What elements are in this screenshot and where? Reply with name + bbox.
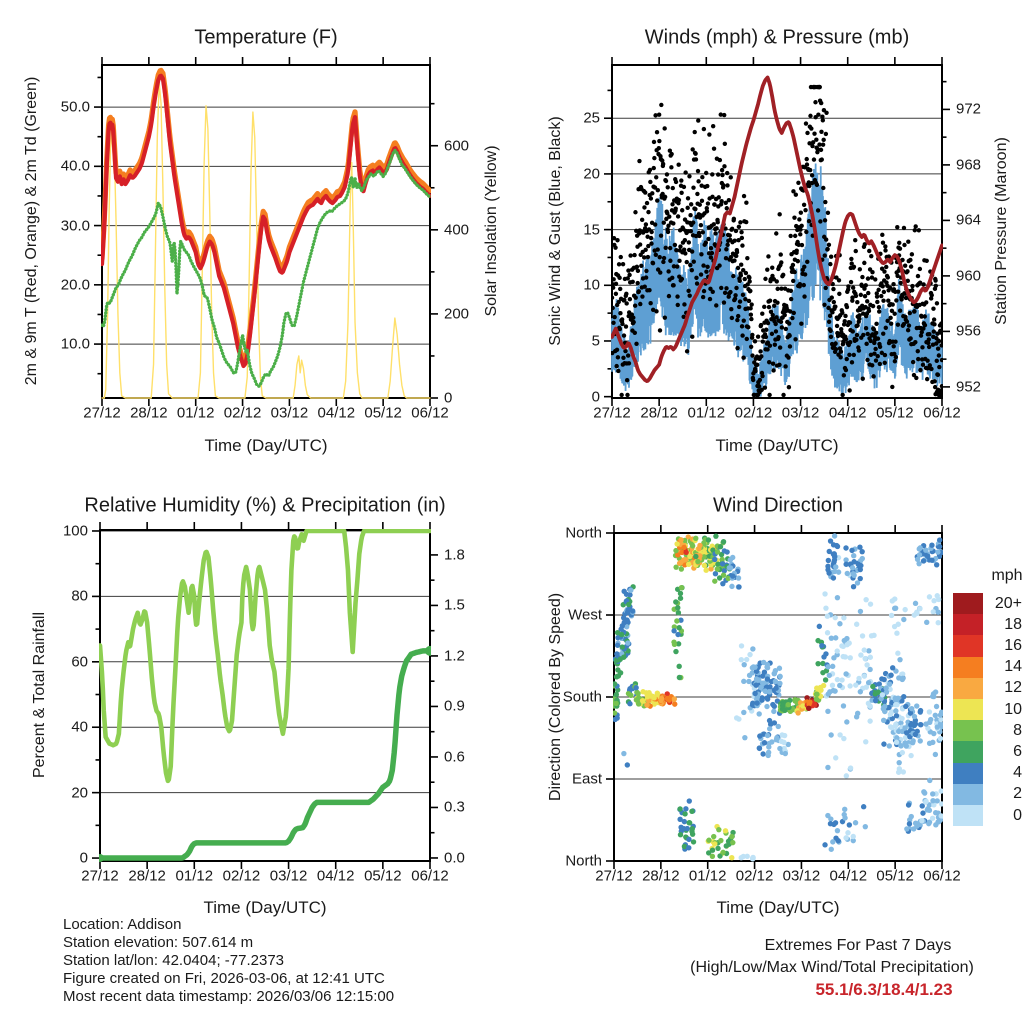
y-tick-right-winds: 956 (956, 322, 982, 340)
y-tick-left-winds: 5 (591, 332, 600, 350)
colorbar-label-2: 2 (1013, 785, 1022, 803)
x-tick-humidity: 03/12 (269, 867, 308, 885)
colorbar-swatch-14 (953, 657, 983, 678)
x-tick-wind_direction: 02/12 (735, 867, 774, 885)
y-tick-left-winds: 15 (583, 221, 600, 239)
y-tick-left-wind_direction: North (565, 852, 602, 870)
x-tick-temperature: 05/12 (364, 404, 402, 422)
colorbar-label-6: 6 (1013, 743, 1022, 760)
extremes-subtitle: (High/Low/Max Wind/Total Precipitation) (690, 959, 974, 976)
x-tick-humidity: 28/12 (128, 867, 166, 885)
x-tick-winds: 02/12 (734, 404, 773, 422)
x-tick-wind_direction: 01/12 (688, 867, 727, 885)
station-elevation: Station elevation: 507.614 m (63, 934, 254, 951)
y-tick-right-humidity: 1.8 (444, 546, 465, 564)
x-tick-humidity: 01/12 (175, 867, 214, 885)
yaxis-label-solar-right: Solar Insolation (Yellow) (483, 145, 500, 317)
x-tick-wind_direction: 06/12 (923, 867, 961, 885)
colorbar-swatch-4 (953, 763, 983, 784)
colorbar-label-16: 16 (1004, 637, 1022, 654)
y-tick-right-humidity: 0.3 (444, 798, 465, 816)
x-tick-winds: 28/12 (640, 404, 678, 422)
y-tick-left-wind_direction: North (565, 524, 602, 542)
y-tick-right-humidity: 1.5 (444, 596, 465, 614)
panel-title-humidity: Relative Humidity (%) & Precipitation (in) (84, 494, 446, 517)
x-tick-humidity: 04/12 (316, 867, 355, 885)
panel-title-winds: Winds (mph) & Pressure (mb) (644, 26, 910, 49)
y-tick-right-winds: 964 (956, 211, 982, 229)
y-tick-right-temperature: 400 (444, 221, 470, 239)
y-tick-right-humidity: 0.0 (444, 849, 465, 867)
colorbar-swatch-8 (953, 720, 983, 741)
colorbar-swatch-10 (953, 699, 983, 720)
xaxis-label-wind-direction: Time (Day/UTC) (716, 898, 840, 917)
x-tick-temperature: 27/12 (83, 404, 121, 422)
y-tick-left-temperature: 30.0 (60, 217, 90, 235)
y-tick-left-wind_direction: South (562, 688, 602, 706)
x-tick-temperature: 28/12 (130, 404, 168, 422)
yaxis-label-temperature-left: 2m & 9m T (Red, Orange) & 2m Td (Green) (23, 76, 40, 386)
colorbar-swatch-6 (953, 741, 983, 762)
y-tick-right-humidity: 0.6 (444, 748, 465, 766)
x-tick-wind_direction: 05/12 (876, 867, 914, 885)
yaxis-label-direction-left: Direction (Colored By Speed) (547, 592, 564, 802)
y-tick-right-temperature: 600 (444, 137, 470, 155)
x-tick-humidity: 06/12 (411, 867, 449, 885)
extremes-title: Extremes For Past 7 Days (764, 937, 952, 954)
y-tick-left-humidity: 100 (62, 522, 88, 540)
x-tick-winds: 04/12 (828, 404, 867, 422)
y-tick-left-humidity: 80 (71, 587, 88, 605)
y-tick-left-temperature: 10.0 (60, 335, 90, 353)
y-tick-right-temperature: 0 (444, 389, 453, 407)
xaxis-label-winds: Time (Day/UTC) (715, 436, 839, 455)
yaxis-label-pressure-right: Station Pressure (Maroon) (993, 137, 1010, 325)
x-tick-temperature: 01/12 (176, 404, 215, 422)
colorbar-swatch-0 (953, 805, 983, 826)
x-tick-wind_direction: 27/12 (595, 867, 633, 885)
x-tick-wind_direction: 04/12 (829, 867, 868, 885)
y-tick-left-temperature: 20.0 (60, 276, 90, 294)
figure-created: Figure created on Fri, 2026-03-06, at 12:41 UTC (63, 970, 385, 987)
x-tick-temperature: 03/12 (270, 404, 309, 422)
y-tick-right-winds: 960 (956, 267, 982, 285)
x-tick-winds: 06/12 (923, 404, 961, 422)
x-tick-temperature: 04/12 (317, 404, 356, 422)
colorbar-label-4: 4 (1013, 764, 1022, 782)
yaxis-label-wind-left: Sonic Wind & Gust (Blue, Black) (547, 116, 564, 346)
colorbar-label-0: 0 (1013, 806, 1022, 824)
panel-title-temperature: Temperature (F) (194, 26, 338, 49)
y-tick-left-humidity: 20 (71, 784, 88, 802)
colorbar-label-20+: 20+ (994, 594, 1022, 612)
y-tick-right-winds: 968 (956, 156, 982, 174)
colorbar-swatch-20+ (953, 593, 983, 614)
x-tick-wind_direction: 03/12 (782, 867, 821, 885)
extremes-values: 55.1/6.3/18.4/1.23 (815, 980, 953, 999)
y-tick-left-winds: 25 (583, 109, 600, 127)
y-tick-left-winds: 0 (591, 388, 600, 406)
y-tick-right-humidity: 0.9 (444, 697, 465, 715)
y-tick-left-temperature: 40.0 (60, 157, 90, 175)
x-tick-winds: 01/12 (687, 404, 726, 422)
x-tick-humidity: 27/12 (81, 867, 119, 885)
colorbar-swatch-2 (953, 784, 983, 805)
x-tick-temperature: 06/12 (411, 404, 449, 422)
colorbar-title: mph (991, 567, 1023, 584)
y-tick-right-temperature: 200 (444, 305, 470, 323)
y-tick-left-humidity: 40 (71, 718, 88, 736)
x-tick-temperature: 02/12 (223, 404, 262, 422)
colorbar-label-10: 10 (1004, 700, 1022, 718)
colorbar-label-12: 12 (1004, 679, 1022, 697)
x-tick-wind_direction: 28/12 (642, 867, 680, 885)
station-info (63, 916, 394, 1006)
y-tick-right-winds: 952 (956, 378, 982, 396)
x-tick-winds: 03/12 (781, 404, 820, 422)
panel-title-wind-direction: Wind Direction (712, 494, 844, 517)
x-tick-winds: 05/12 (876, 404, 914, 422)
y-tick-left-humidity: 0 (79, 849, 88, 867)
y-tick-left-wind_direction: West (568, 606, 602, 624)
y-tick-left-winds: 10 (583, 276, 600, 294)
station-location: Location: Addison (63, 916, 182, 933)
y-tick-left-humidity: 60 (71, 653, 88, 671)
colorbar-swatch-12 (953, 678, 983, 699)
x-tick-humidity: 05/12 (364, 867, 402, 885)
colorbar-label-14: 14 (1004, 658, 1022, 676)
x-tick-humidity: 02/12 (222, 867, 261, 885)
x-tick-winds: 27/12 (593, 404, 631, 422)
y-tick-left-winds: 20 (583, 165, 600, 183)
data-timestamp: Most recent data timestamp: 2026/03/06 12:15:00 (63, 988, 395, 1005)
y-tick-left-wind_direction: East (571, 770, 602, 788)
colorbar-label-18: 18 (1004, 615, 1022, 633)
colorbar-swatch-18 (953, 614, 983, 635)
xaxis-label-temperature: Time (Day/UTC) (204, 436, 328, 455)
xaxis-label-humidity: Time (Day/UTC) (203, 898, 327, 917)
y-tick-right-humidity: 1.2 (444, 647, 465, 665)
colorbar-label-8: 8 (1013, 721, 1022, 739)
y-tick-left-temperature: 50.0 (60, 98, 90, 116)
colorbar-swatch-16 (953, 635, 983, 656)
yaxis-label-humidity-left: Percent & Total Rainfall (31, 611, 48, 779)
station-latlon: Station lat/lon: 42.0404; -77.2373 (63, 952, 285, 969)
y-tick-right-winds: 972 (956, 100, 982, 118)
